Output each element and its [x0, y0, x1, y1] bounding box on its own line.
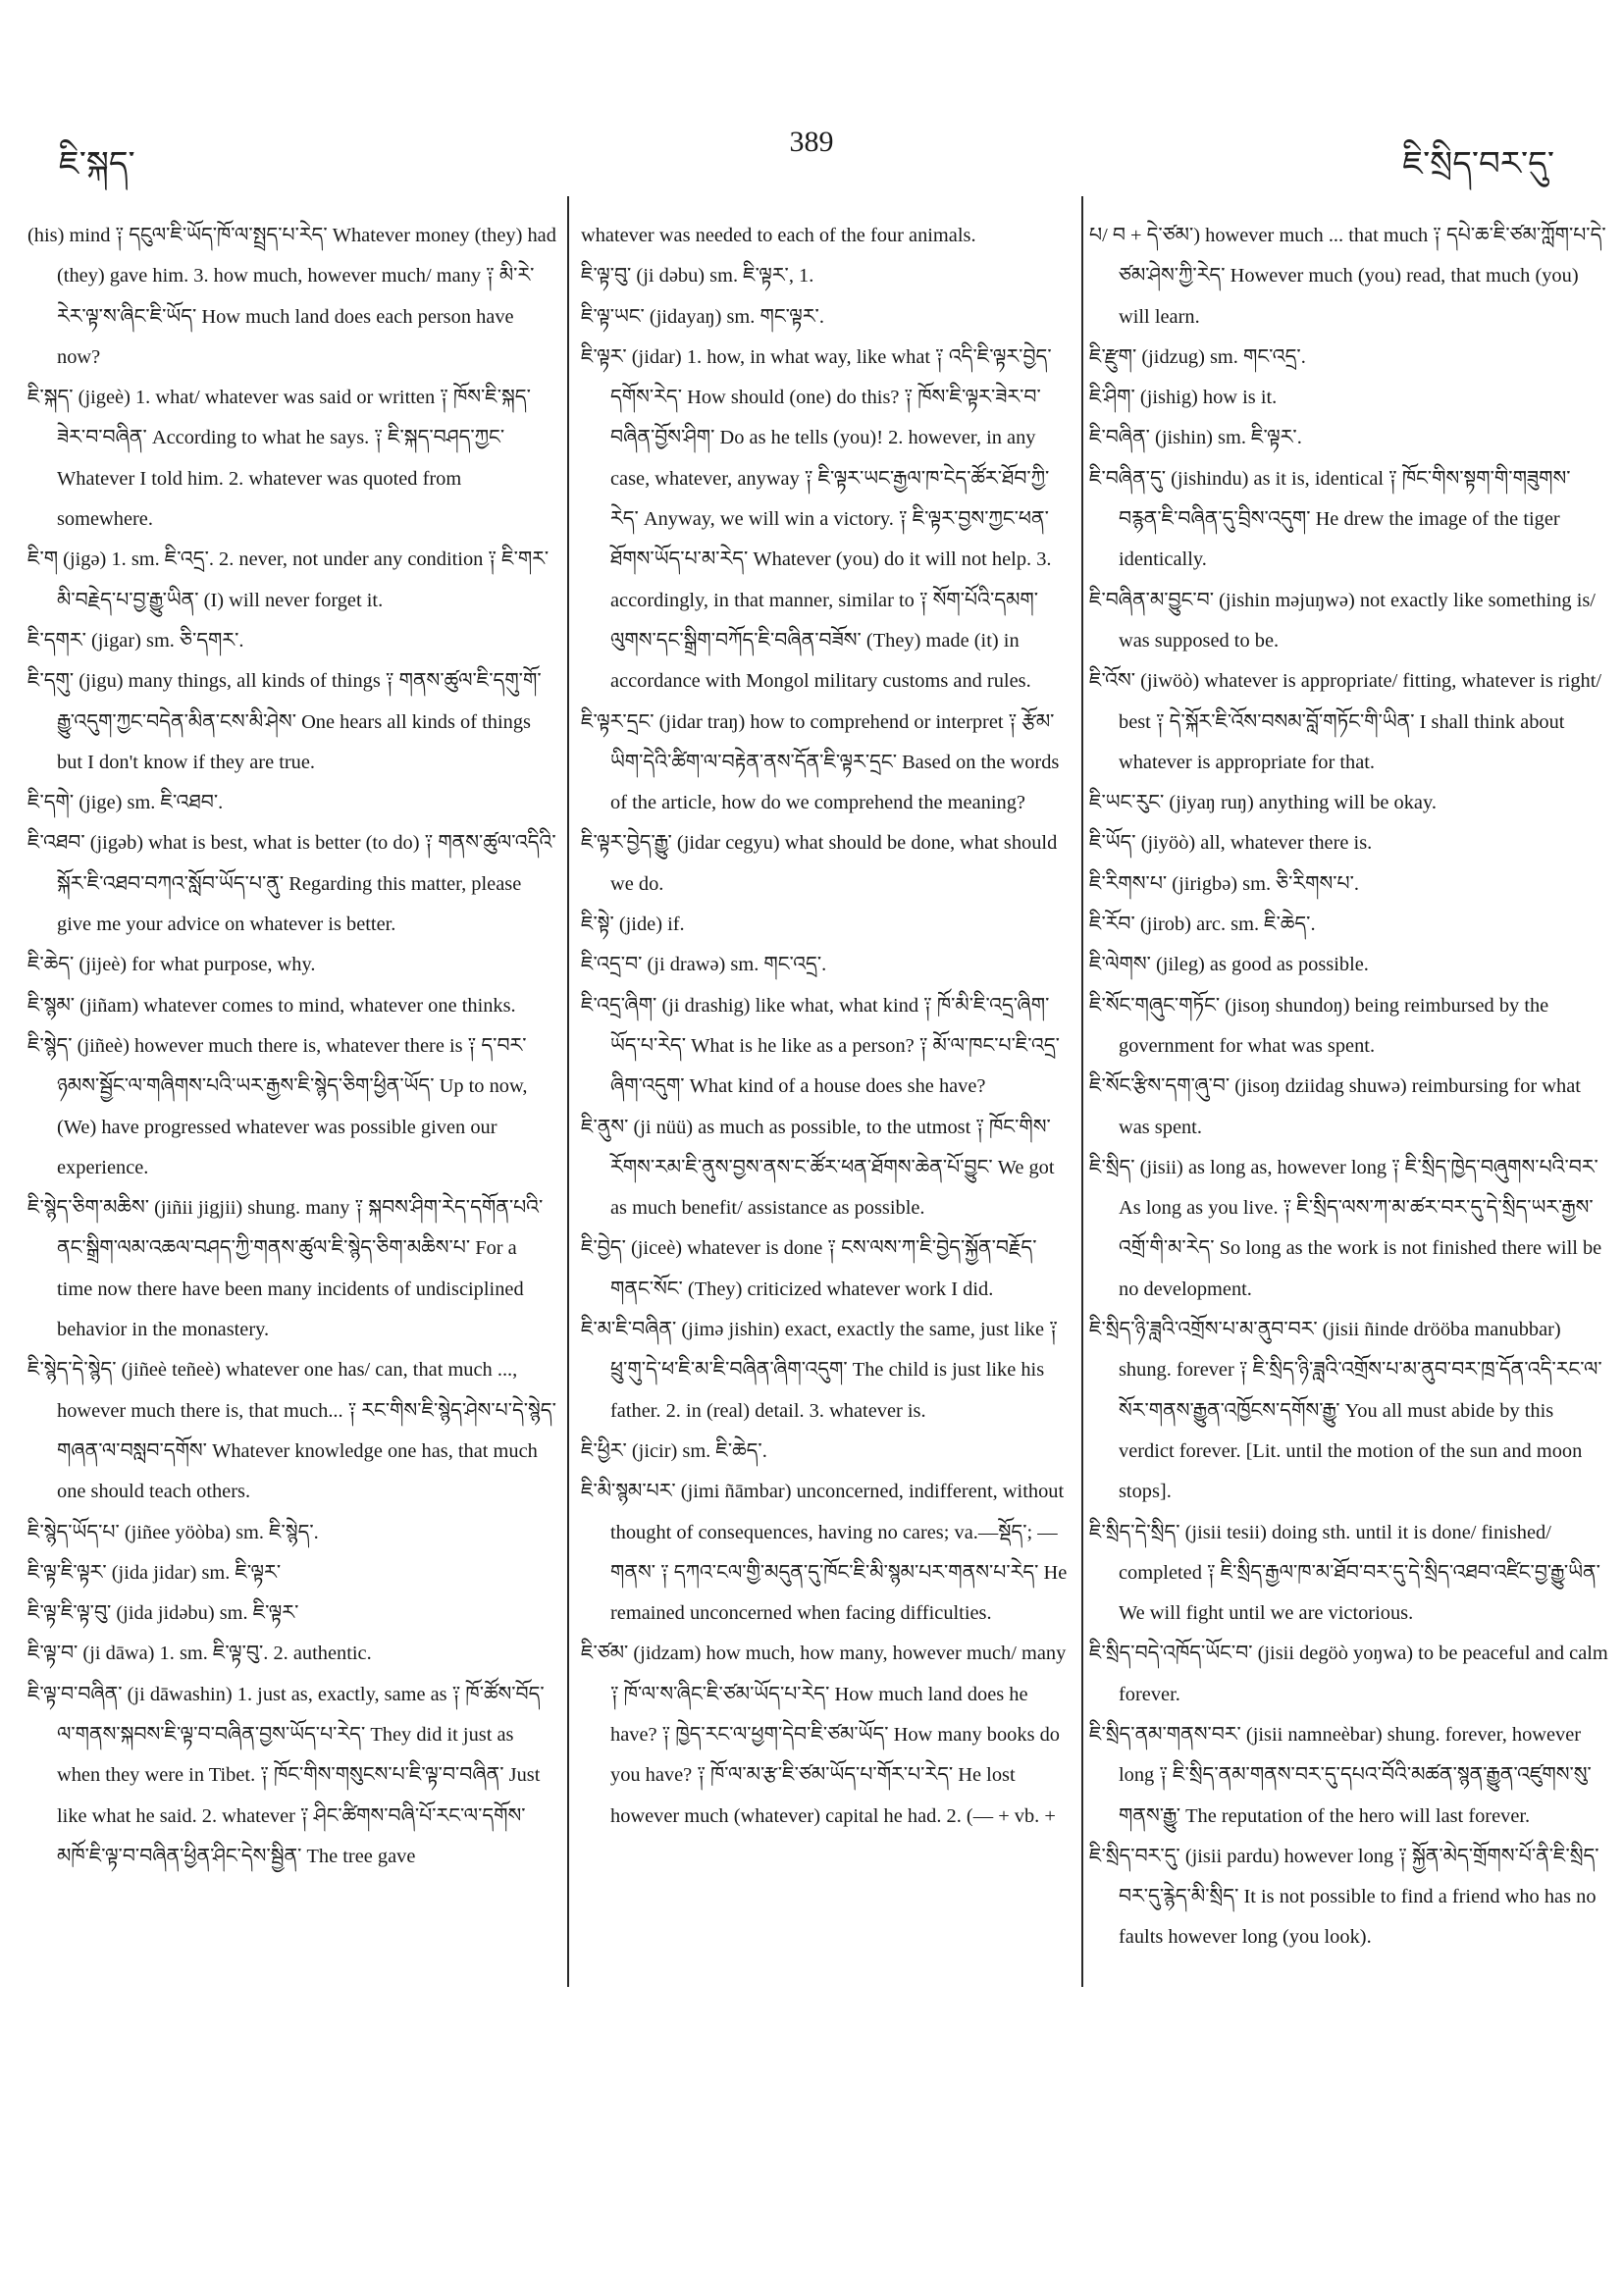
entry: ཇི་ཕྱིར་ (jicir) sm. ཇི་ཆེད་.: [581, 1439, 767, 1462]
entry: ཇི་ཡོད་ (jiyöò) all, whatever there is.: [1089, 832, 1373, 855]
entry: ཇི་ལྟ་བུ་ (ji dəbu) sm. ཇི་ལྟར་, 1.: [581, 265, 814, 287]
entry: ཇི་ཙམ་ (jidzam) how much, how many, however much/ many ༑ ཁོ་ལ་ས་ཞིང་ཇི་ཙམ་ཡོད་པ་རེད་ How much land does he have? ༑ ཁྱེད་རང་ལ་ཕྱག་དེབ་ཇི་ཙམ་ཡོད་ How many books do you have? ༑ ཁོ་ལ་མ་རྩ་ཇི་ཙམ་ཡོད་པ་གོར་པ་རེད་ He lost however much (whatever) capital he had. 2. (— + vb. +: [581, 1643, 1067, 1827]
entry: ཇི་ཡང་རུང་ (jiyaŋ ruŋ) anything will be okay.: [1089, 792, 1437, 814]
entry: ཇི་སྲིད་བདེ་འཁོད་ཡོང་བ་ (jisii degöò yoŋwa) to be peaceful and calm forever.: [1089, 1643, 1608, 1705]
entry: པ/ བ + དེ་ཙམ་) however much ... that much ༑ དཔེ་ཆ་ཇི་ཙམ་ཀློག་པ་དེ་ཙམ་ཤེས་ཀྱི་རེད་ However much (you) read, that much (you) will learn.: [1089, 225, 1606, 328]
entry: ཇི་སྙེད་ཅིག་མཆིས་ (jiñii jigjii) shung. many ༑ སྐབས་ཤིག་རེད་དགོན་པའི་ནང་སྒྲིག་ལམ་འཆལ་བཤད་ཀྱི་གནས་ཚུལ་ཇི་སྙེད་ཅིག་མཆིས་པ་ For a time now there have been many incidents of undisciplined behavior in the monastery.: [27, 1197, 544, 1341]
entry: ཇི་སྟེ་ (jide) if.: [581, 913, 685, 936]
entry: (his) mind ༑ དངུལ་ཇི་ཡོད་ཁོ་ལ་སྤྲད་པ་རེད་ Whatever money (they) had (they) gave him. 3. how much, however much/ many ༑ མི་རེ་རེར་ལྟ་ས་ཞིང་ཇི་ཡོད་ How much land does each person have now?: [27, 225, 556, 368]
entry: ཇི་ལྟ་ཡང་ (jidayaŋ) sm. གང་ལྟར་.: [581, 305, 824, 328]
entry: ཇི་དགུ་ (jigu) many things, all kinds of things ༑ གནས་ཚུལ་ཇི་དགུ་གོ་རྒྱུ་འདུག་ཀྱང་བདེན་མིན་ངས་མི་ཤེས་ One hears all kinds of things but I don't know if they are true.: [27, 670, 542, 773]
entry: ཇི་བཞིན་ (jishin) sm. ཇི་ལྟར་.: [1089, 427, 1302, 449]
entry: ཇི་དགར་ (jigar) sm. ཅི་དགར་.: [27, 629, 244, 652]
entry: ཇི་སྐད་ (jigeè) 1. what/ whatever was said or written ༑ ཁོས་ཇི་སྐད་ཟེར་བ་བཞིན་ According to what he says. ༑ ཇི་སྐད་བཤད་ཀྱང་ Whatever I told him. 2. whatever was quoted from somewhere.: [27, 387, 531, 531]
entry: ཇི་ལྟར་དྲང་ (jidar traŋ) how to comprehend or interpret ༑ རྩོམ་ཡིག་དེའི་ཚིག་ལ་བརྟེན་ནས་དོན་ཇི་ལྟར་དྲང་ Based on the words of the article, how do we comprehend the meaning?: [581, 710, 1060, 814]
entry: ཇི་འདྲ་བ་ (ji drawə) sm. གང་འདྲ་.: [581, 954, 827, 976]
entry: ཇི་ཆེད་ (jijeè) for what purpose, why.: [27, 954, 316, 976]
column-rule-2: [1081, 196, 1083, 1987]
column-rule-1: [567, 196, 569, 1987]
entry: ཇི་ལྟར་ (jidar) 1. how, in what way, like what ༑ འདི་ཇི་ལྟར་བྱེད་དགོས་རེད་ How should (one) do this? ༑ ཁོས་ཇི་ལྟར་ཟེར་བ་བཞིན་བྱོས་ཤིག་ Do as he tells (you)! 2. however, in any case, whatever, anyway ༑ ཇི་ལྟར་ཡང་རྒྱལ་ཁ་ངེད་ཚོར་ཐོབ་ཀྱི་རེད་ Anyway, we will win a victory. ༑ ཇི་ལྟར་བྱས་ཀྱང་ཕན་ཐོགས་ཡོད་པ་མ་རེད་ Whatever (you) do it will not help. 3. accordingly, in that manner, similar to ༑ སོག་པོའི་དམག་ལུགས་དང་སྒྲིག་བཀོད་ཇི་བཞིན་བཟོས་ (They) made (it) in accordance with Mongol military customs and rules.: [581, 345, 1052, 693]
entry: ཇི་སྙེད་ཡོད་པ་ (jiñee yöòba) sm. ཇི་སྙེད་.: [27, 1521, 319, 1543]
entry: ཇི་ག (jigə) 1. sm. ཇི་འདྲ་. 2. never, not under any condition ༑ ཇི་གར་མི་བརྗེད་པ་བྱ་རྒྱུ་ཡིན་ (I) will never forget it.: [27, 548, 550, 611]
entry: ཇི་འོས་ (jiwöò) whatever is appropriate/ fitting, whatever is right/ best ༑ དེ་སྐོར་ཇི་འོས་བསམ་བློ་གཏོང་གི་ཡིན་ I shall think about whatever is appropriate for that.: [1089, 670, 1602, 773]
entry: ཇི་མི་སྙམ་པར་ (jimi ñāmbar) unconcerned, indifferent, without thought of consequences, having no cares; va.—སྡོད་; —གནས་ ༑ དཀའ་ངལ་གྱི་མདུན་དུ་ཁོང་ཇི་མི་སྙམ་པར་གནས་པ་རེད་ He remained unconcerned when facing difficulties.: [581, 1481, 1068, 1625]
running-head-right: ཇི་སྲིད་བར་དུ་: [1402, 146, 1554, 183]
entry: ཇི་རྫུག་ (jidzug) sm. གང་འདྲ་.: [1089, 345, 1306, 368]
entry: ཇི་སྲིད་དེ་སྲིད་ (jisii tesii) doing sth. until it is done/ finished/ completed ༑ ཇི་སྲིད་རྒྱལ་ཁ་མ་ཐོབ་བར་དུ་དེ་སྲིད་འཐབ་འཛིང་བྱ་རྒྱུ་ཡིན་ We will fight until we are victorious.: [1089, 1521, 1600, 1625]
entry: ཇི་ལྟ་ཇི་ལྟར་ (jida jidar) sm. ཇི་ལྟར་: [27, 1561, 282, 1584]
entry: ཇི་མ་ཇི་བཞིན་ (jimə jishin) exact, exactly the same, just like ༑ ཕྲུ་གུ་དེ་ཕ་ཇི་མ་ཇི་བཞིན་ཞིག་འདུག་ The child is just like his father. 2. in (real) detail. 3. whatever is.: [581, 1319, 1058, 1422]
entry: ཇི་སོང་རྩིས་དག་ཞུ་བ་ (jisoŋ dziidag shuwə) reimbursing for what was spent.: [1089, 1075, 1581, 1138]
page-number: 389: [789, 126, 834, 158]
column-1: [27, 216, 557, 1877]
entry: ཇི་བྱེད་ (jiceè) whatever is done ༑ ངས་ལས་ཀ་ཇི་བྱེད་སྐྱོན་བརྗོད་གནང་སོང་ (They) criticized whatever work I did.: [581, 1237, 1037, 1300]
entry: ཇི་ལྟར་བྱེད་རྒྱུ་ (jidar cegyu) what should be done, what should we do.: [581, 832, 1058, 895]
running-head-left: ཇི་སྐད་: [59, 146, 135, 183]
entry: ཇི་ལྟ་བ་ (ji dāwa) 1. sm. ཇི་ལྟ་བུ་. 2. authentic.: [27, 1643, 372, 1665]
entry: ཇི་སྲིད་བར་དུ་ (jisii pardu) however long ༑ སྐྱོན་མེད་གྲོགས་པོ་ནི་ཇི་སྲིད་བར་དུ་རྙེད་མི་སྲིད་ It is not possible to find a friend who has no faults however long (you look).: [1089, 1845, 1599, 1949]
entry: ཇི་འཐབ་ (jigəb) what is best, what is better (to do) ༑ གནས་ཚུལ་འདིའི་སྐོར་ཇི་འཐབ་བཀའ་སློབ་ཡོད་པ་ནུ་ Regarding this matter, please give me your advice on whatever is better.: [27, 832, 556, 936]
entry: ཇི་ནུས་ (ji nüü) as much as possible, to the utmost ༑ ཁོང་གིས་རོགས་རམ་ཇི་ནུས་བྱས་ནས་ང་ཚོར་ཕན་ཐོགས་ཆེན་པོ་བྱུང་ We got as much benefit/ assistance as possible.: [581, 1116, 1055, 1220]
entry: ཇི་ལྟ་ཇི་ལྟ་བུ་ (jida jidəbu) sm. ཇི་ལྟར་: [27, 1602, 299, 1625]
entry: ཇི་སྲིད་ཉི་ཟླའི་འགྲོས་པ་མ་ནུབ་བར་ (jisii ñinde drööba manubbar) shung. forever ༑ ཇི་སྲིད་ཉི་ཟླའི་འགྲོས་པ་མ་ནུབ་བར་ཁྲ་དོན་འདི་རང་ལ་སོར་གནས་རྒྱུན་འཁྱོངས་དགོས་རྒྱུ་ You all must abide by this verdict forever. [Lit. until the motion of the sun and moon stops].: [1089, 1319, 1602, 1503]
entry: ཇི་ལྟ་བ་བཞིན་ (ji dāwashin) 1. just as, exactly, same as ༑ ཁོ་ཚོས་བོད་ལ་གནས་སྐབས་ཇི་ལྟ་བ་བཞིན་བྱས་ཡོད་པ་རེད་ They did it just as when they were in Tibet. ༑ ཁོང་གིས་གསུངས་པ་ཇི་ལྟ་བ་བཞིན་ Just like what he said. 2. whatever ༑ ཤིང་ཚིགས་བཞི་པོ་རང་ལ་དགོས་མཁོ་ཇི་ལྟ་བ་བཞིན་ཕྱིན་ཤིང་དེས་སྦྱིན་ The tree gave: [27, 1683, 545, 1867]
entry: ཇི་བཞིན་དུ་ (jishindu) as it is, identical ༑ ཁོང་གིས་སྟག་གི་གཟུགས་བརྙན་ཇི་བཞིན་དུ་བྲིས་འདུག་ He drew the image of the tiger identically.: [1089, 467, 1571, 571]
column-3: [1089, 216, 1609, 1958]
entry: ཇི་ཤིག་ (jishig) how is it.: [1089, 387, 1278, 409]
entry: ཇི་འདྲ་ཞིག་ (ji drashig) like what, what kind ༑ ཁོ་མི་ཇི་འདྲ་ཞིག་ཡོད་པ་རེད་ What is he like as a person? ༑ མོ་ལ་ཁང་པ་ཇི་འདྲ་ཞིག་འདུག་ What kind of a house does she have?: [581, 994, 1060, 1098]
entry: ཇི་སྙེད་དེ་སྙེད་ (jiñeè teñeè) whatever one has/ can, that much ..., however much there is, that much... ༑ རང་གིས་ཇི་སྙེད་ཤེས་པ་དེ་སྙེད་གཞན་ལ་བསླབ་དགོས་ Whatever knowledge one has, that much one should teach others.: [27, 1359, 556, 1503]
entry: ཇི་རོབ་ (jirob) arc. sm. ཇི་ཆེད་.: [1089, 913, 1316, 936]
entry: ཇི་ལེགས་ (jileg) as good as possible.: [1089, 954, 1369, 976]
entry: ཇི་སྙམ་ (jiñam) whatever comes to mind, whatever one thinks.: [27, 994, 516, 1017]
entry: ཇི་སྲིད་ནམ་གནས་བར་ (jisii namneèbar) shung. forever, however long ༑ ཇི་སྲིད་ནམ་གནས་བར་དུ་དཔའ་བོའི་མཚན་སྙན་རྒྱུན་འཛུགས་སུ་གནས་རྒྱུ་ The reputation of the hero will last forever.: [1089, 1723, 1592, 1827]
entry: ཇི་སྲིད་ (jisii) as long as, however long ༑ ཇི་སྲིད་ཁྱེད་བཞུགས་པའི་བར་ As long as you live. ༑ ཇི་སྲིད་ལས་ཀ་མ་ཚར་བར་དུ་དེ་སྲིད་ཡར་རྒྱས་འགྲོ་གི་མ་རེད་ So long as the work is not finished there will be no development.: [1089, 1156, 1602, 1300]
entry: ཇི་དགེ་ (jige) sm. ཇི་འཐབ་.: [27, 792, 224, 814]
column-2: [581, 216, 1072, 1837]
entry: ཇི་བཞིན་མ་བྱུང་བ་ (jishin məjuŋwə) not exactly like something is/ was supposed to be.: [1089, 589, 1596, 652]
entry: ཇི་སོང་གཞུང་གཏོང་ (jisoŋ shundoŋ) being reimbursed by the government for what was spent.: [1089, 994, 1549, 1057]
entry: ཇི་སྙེད་ (jiñeè) however much there is, whatever there is ༑ ད་བར་ཉམས་སྦྱོང་ལ་གཞིགས་པའི་ཡར་རྒྱས་ཇི་སྙེད་ཅིག་ཕྱིན་ཡོད་ Up to now, (We) have progressed whatever was possible given our experience.: [27, 1034, 528, 1178]
entry: ཇི་རིགས་པ་ (jirigbə) sm. ཅི་རིགས་པ་.: [1089, 872, 1359, 895]
entry: whatever was needed to each of the four animals.: [581, 225, 976, 246]
